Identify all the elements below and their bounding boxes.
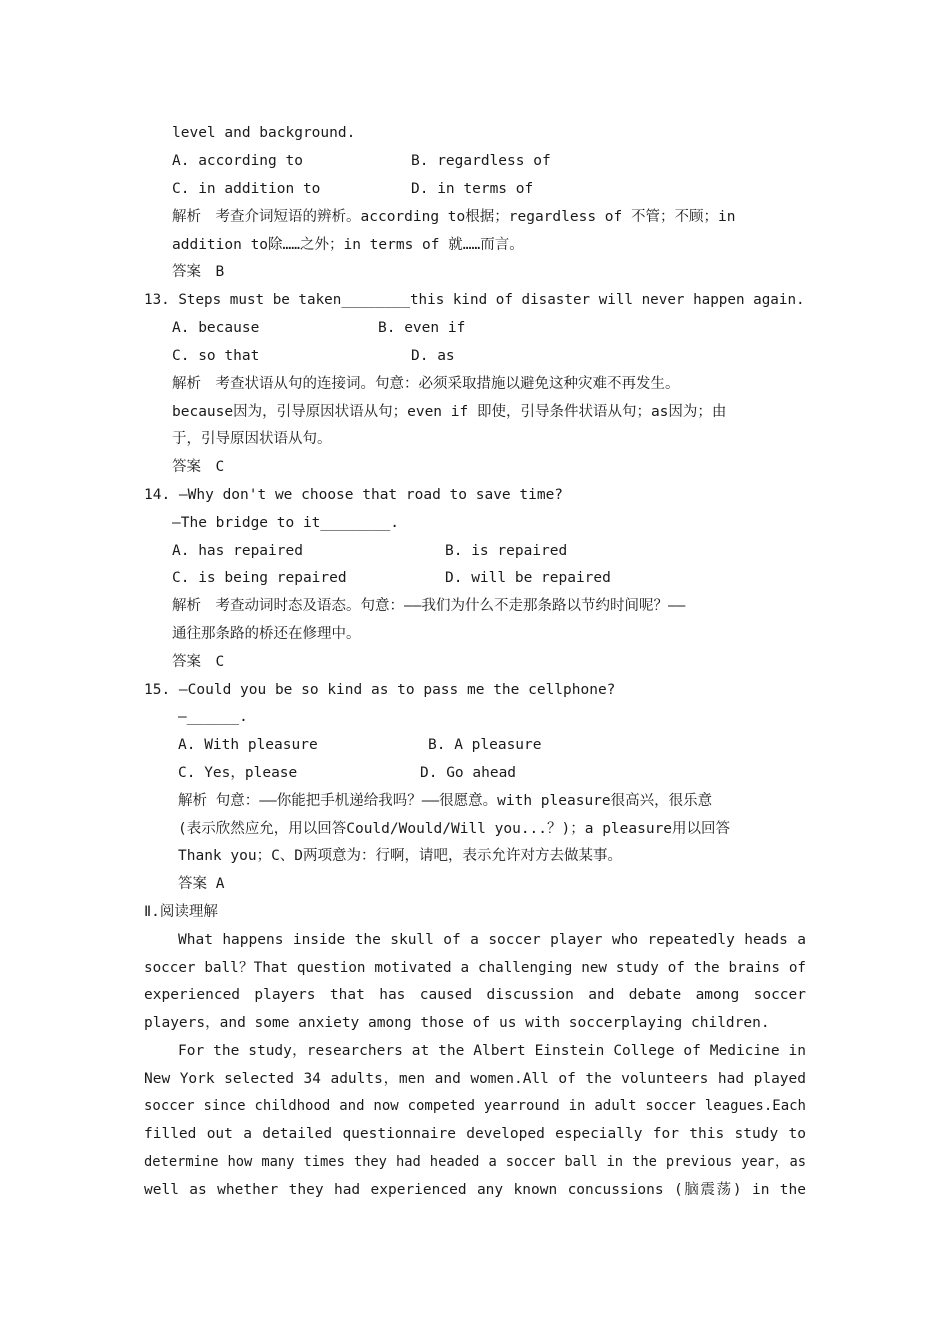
q13-analysis-line: 于，引导原因状语从句。: [172, 431, 332, 447]
q13-option-c: C. so that: [172, 348, 260, 364]
passage-line: players，and some anxiety among those of us with soccerplaying children.: [144, 1015, 770, 1031]
q15-analysis-line: (表示欣然应允，用以回答Could/Would/Will you...？)；a pleasure用以回答: [178, 821, 731, 837]
q14-option-a: A. has repaired: [172, 543, 303, 559]
q14-analysis-line: 通往那条路的桥还在修理中。: [172, 626, 361, 642]
q12-analysis-line: 解析 考查介词短语的辨析。according to根据；regardless of 不管；不顾；in: [172, 209, 736, 225]
q14-option-b: B. is repaired: [445, 543, 568, 559]
q13-option-b: B. even if: [378, 320, 466, 336]
q13-analysis-line: because因为，引导原因状语从句；even if 即使，引导条件状语从句；as因为；由: [172, 404, 727, 420]
passage-line: determine how many times they had headed a soccer ball in the previous year，as: [144, 1154, 806, 1170]
passage-line: What happens inside the skull of a soccer player who repeatedly heads a: [178, 932, 806, 948]
q12-option-a: A. according to: [172, 153, 303, 169]
q15-stem-reply: —______.: [178, 709, 248, 725]
q15-analysis-line: Thank you；C、D两项意为：行啊，请吧，表示允许对方去做某事。: [178, 848, 623, 864]
q12-analysis-line: addition to除……之外；in terms of 就……而言。: [172, 237, 524, 253]
q12-option-d: D. in terms of: [411, 181, 534, 197]
passage-line: New York selected 34 adults，men and women.All of the volunteers had played: [144, 1071, 806, 1087]
passage-line: soccer since childhood and now competed yearround in adult soccer leagues.Each: [144, 1098, 806, 1114]
q13-answer: 答案 C: [172, 459, 225, 475]
q12-stem-tail: level and background.: [172, 125, 356, 141]
q13-analysis-line: 解析 考查状语从句的连接词。句意：必须采取措施以避免这种灾难不再发生。: [172, 376, 680, 392]
q14-option-d: D. will be repaired: [445, 570, 611, 586]
q15-answer: 答案 A: [178, 876, 225, 892]
q14-stem: 14. —Why don't we choose that road to save time?: [144, 487, 564, 503]
q14-stem-reply: —The bridge to it________.: [172, 515, 399, 531]
q15-option-d: D. Go ahead: [420, 765, 517, 781]
q14-option-c: C. is being repaired: [172, 570, 347, 586]
passage-line: For the study，researchers at the Albert Einstein College of Medicine in: [178, 1043, 806, 1059]
q12-option-b: B. regardless of: [411, 153, 551, 169]
q15-option-b: B. A pleasure: [428, 737, 542, 753]
q12-answer: 答案 B: [172, 264, 225, 280]
q15-option-c: C. Yes，please: [178, 765, 298, 781]
passage-line: filled out a detailed questionnaire developed especially for this study to: [144, 1126, 806, 1142]
q13-option-d: D. as: [411, 348, 455, 364]
q15-stem: 15. —Could you be so kind as to pass me the cellphone?: [144, 682, 616, 698]
q14-analysis-line: 解析 考查动词时态及语态。句意：——我们为什么不走那条路以节约时间呢？——: [172, 598, 686, 614]
q13-stem: 13. Steps must be taken________this kind of disaster will never happen again.: [144, 292, 805, 308]
section-heading: Ⅱ.阅读理解: [144, 904, 218, 920]
q12-option-c: C. in addition to: [172, 181, 321, 197]
passage-line: experienced players that has caused discussion and debate among soccer: [144, 987, 806, 1003]
q13-option-a: A. because: [172, 320, 260, 336]
q14-answer: 答案 C: [172, 654, 225, 670]
q15-analysis-line: 解析 句意：——你能把手机递给我吗？——很愿意。with pleasure很高兴，很乐意: [178, 793, 713, 809]
q15-option-a: A. With pleasure: [178, 737, 318, 753]
passage-line: well as whether they had experienced any known concussions (脑震荡) in the: [144, 1182, 806, 1198]
passage-line: soccer ball？That question motivated a challenging new study of the brains of: [144, 960, 806, 976]
